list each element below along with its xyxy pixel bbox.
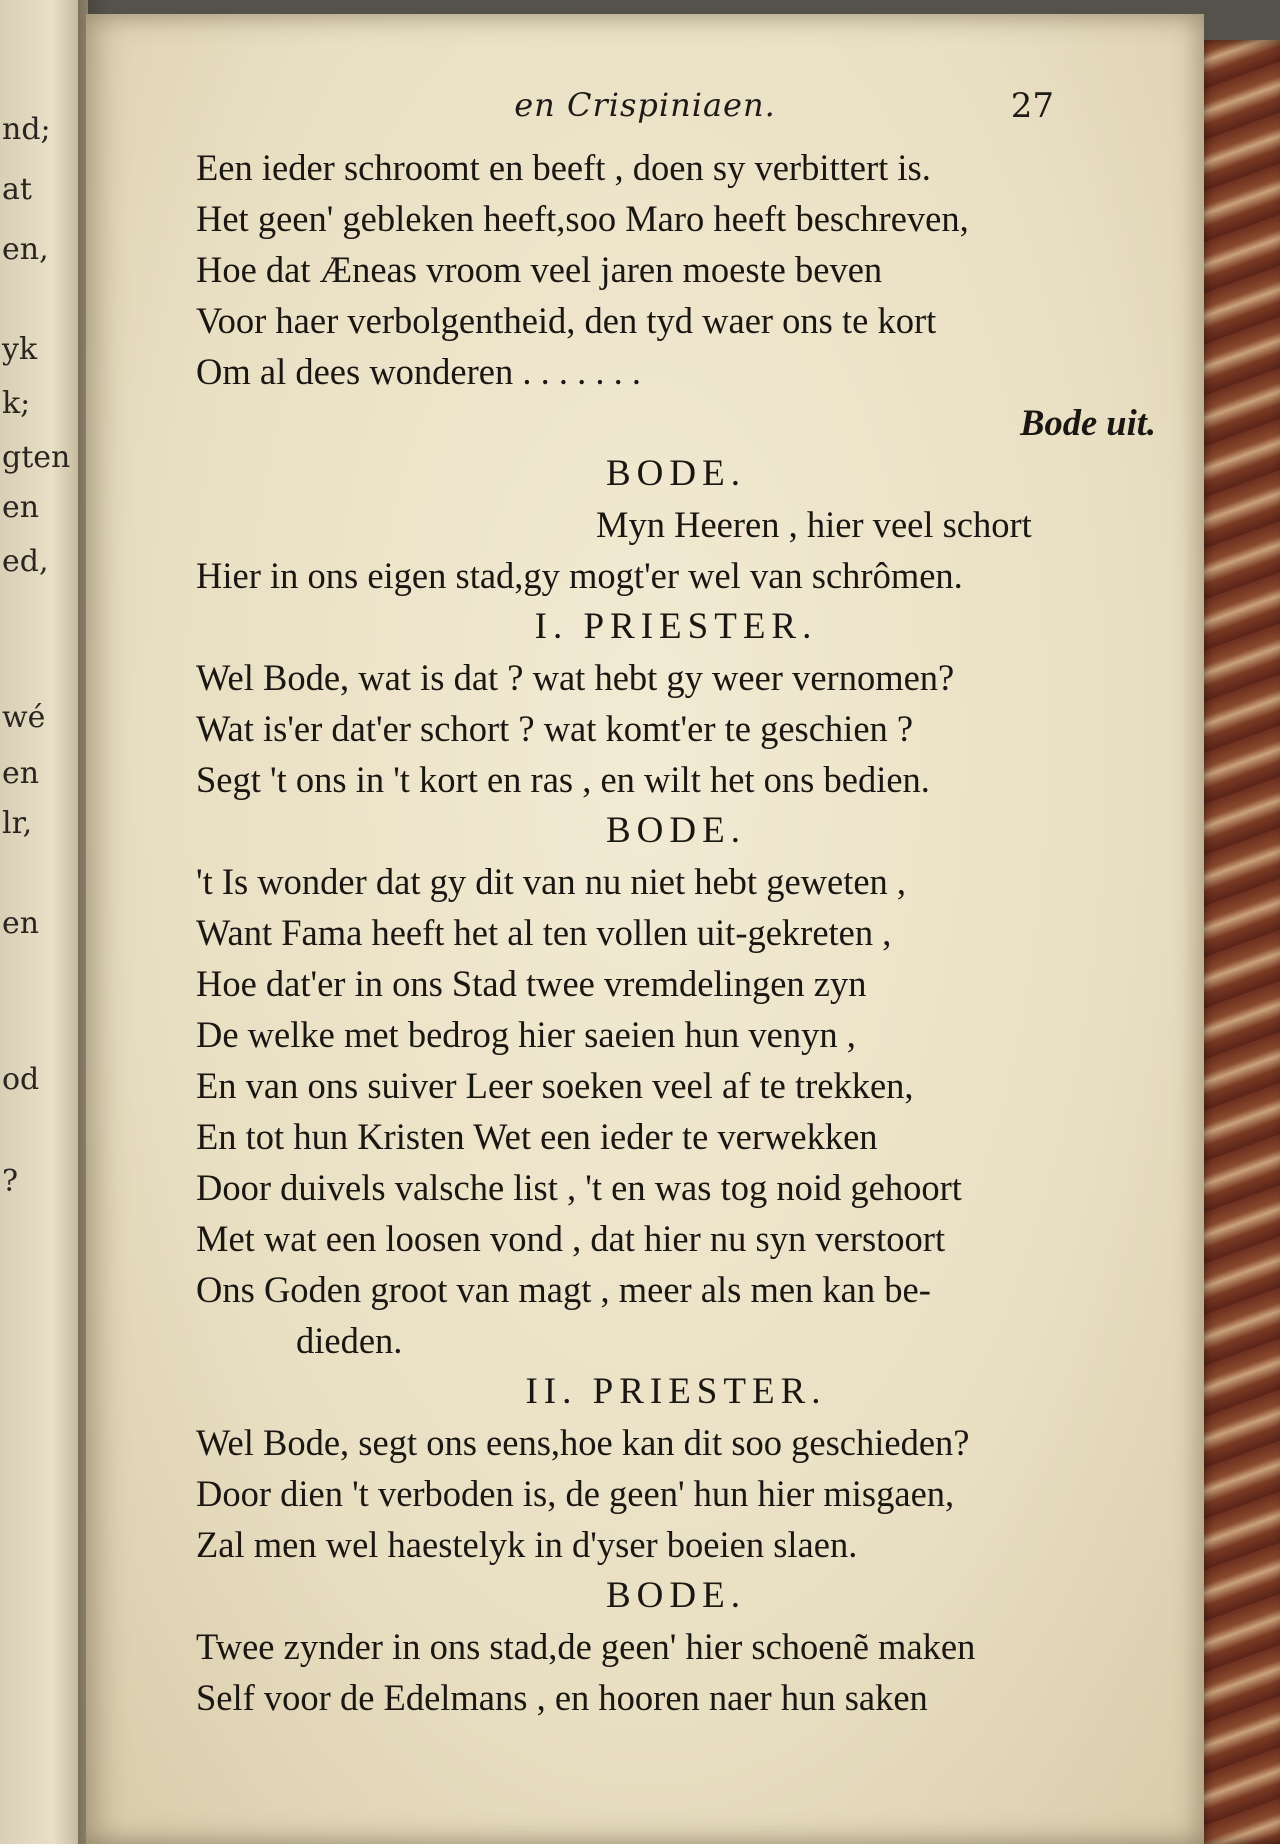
left-page-fragment: at (2, 172, 32, 207)
left-page-fragment: gten (2, 440, 71, 475)
left-page-fragment: od (2, 1062, 40, 1097)
left-page-fragment: en, (2, 232, 49, 267)
left-page-fragment: en (2, 906, 40, 941)
verse-line: Myn Heeren , hier veel schort (596, 504, 1032, 545)
verse-line: Want Fama heeft het al ten vollen uit-gekreten , (196, 912, 892, 953)
left-page-fragment: lr, (2, 806, 33, 841)
left-page-fragment: wé (2, 700, 46, 735)
speaker-heading: I. PRIESTER. (534, 606, 818, 647)
page-number: 27 (1010, 86, 1054, 126)
speaker-heading: BODE. (606, 453, 746, 494)
verse-line: Wat is'er dat'er schort ? wat komt'er te geschien ? (196, 708, 914, 749)
verse-continuation: dieden. (296, 1320, 403, 1361)
verse-line: Hoe dat'er in ons Stad twee vremdelingen zyn (196, 963, 867, 1004)
book-cover-edge (1198, 40, 1280, 1844)
verse-line: Om al dees wonderen . . . . . . . (196, 351, 641, 392)
speaker-heading: BODE. (606, 1575, 746, 1616)
play-text (196, 142, 1156, 1723)
left-page-fragment: yk (2, 332, 38, 367)
verse-line: Voor haer verbolgentheid, den tyd waer ons te kort (196, 300, 937, 341)
verse-line: De welke met bedrog hier saeien hun venyn , (196, 1014, 856, 1055)
verse-line: En van ons suiver Leer soeken veel af te trekken, (196, 1065, 914, 1106)
page-header (86, 86, 1204, 136)
left-page-fragment: nd; (2, 112, 51, 147)
verse-line: Een ieder schroomt en beeft , doen sy verbittert is. (196, 147, 931, 188)
verse-line: Zal men wel haestelyk in d'yser boeien slaen. (196, 1524, 858, 1565)
left-page-fragment: ed, (2, 544, 49, 579)
verse-line: Door duivels valsche list , 't en was tog noid gehoort (196, 1167, 962, 1208)
verse-line: Met wat een loosen vond , dat hier nu syn verstoort (196, 1218, 946, 1259)
verse-line: Segt 't ons in 't kort en ras , en wilt het ons bedien. (196, 759, 930, 800)
verse-line: Ons Goden groot van magt , meer als men kan be- (196, 1269, 931, 1310)
left-page-fragment: k; (2, 386, 31, 421)
left-facing-page (0, 0, 88, 1844)
verse-line: Wel Bode, segt ons eens,hoe kan dit soo geschieden? (196, 1422, 970, 1463)
verse-line: En tot hun Kristen Wet een ieder te verwekken (196, 1116, 878, 1157)
verse-line: Het geen' gebleken heeft,soo Maro heeft beschreven, (196, 198, 969, 239)
running-head: en Crispiniaen. (514, 86, 776, 124)
right-page (86, 14, 1204, 1844)
left-page-fragment: en (2, 756, 40, 791)
verse-line: Door dien 't verboden is, de geen' hun hier misgaen, (196, 1473, 955, 1514)
stage-direction: Bode uit. (1020, 402, 1156, 443)
verse-line: Hier in ons eigen stad,gy mogt'er wel van schrômen. (196, 555, 963, 596)
verse-line: Twee zynder in ons stad,de geen' hier schoenẽ maken (196, 1626, 976, 1667)
verse-line: Self voor de Edelmans , en hooren naer hun saken (196, 1677, 928, 1718)
speaker-heading: II. PRIESTER. (525, 1371, 827, 1412)
speaker-heading: BODE. (606, 810, 746, 851)
verse-line: Hoe dat Æneas vroom veel jaren moeste beven (196, 249, 883, 290)
verse-line: 't Is wonder dat gy dit van nu niet hebt geweten , (196, 861, 907, 902)
left-page-fragment: ? (2, 1164, 19, 1199)
verse-line: Wel Bode, wat is dat ? wat hebt gy weer vernomen? (196, 657, 955, 698)
left-page-fragment: en (2, 490, 40, 525)
